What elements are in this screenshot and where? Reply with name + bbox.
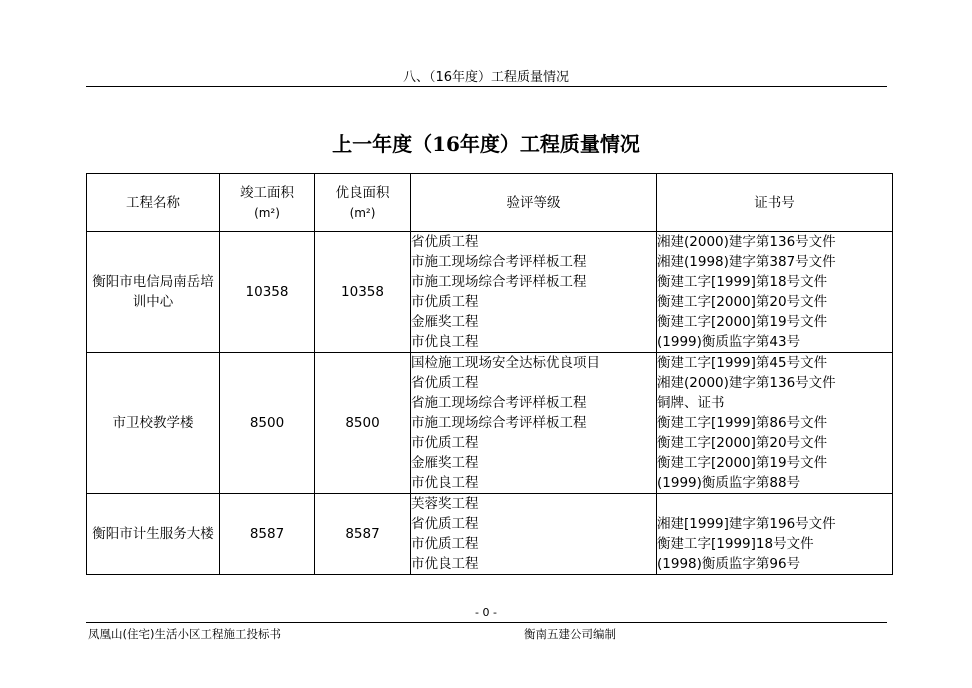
certificate-item: 湘建[1999]建字第196号文件	[657, 516, 836, 532]
table-body	[87, 232, 893, 575]
certificate-item: (1998)衡质监字第96号	[657, 556, 801, 572]
certificate-item: 湘建(1998)建字第387号文件	[657, 254, 836, 270]
col-header-completed-area: 竣工面积 (m²)	[220, 174, 315, 232]
certificate-item: (1999)衡质监字第43号	[657, 334, 801, 350]
grade-item: 国检施工现场安全达标优良项目	[411, 355, 600, 371]
grade-list-cell	[411, 494, 657, 575]
certificate-item	[657, 494, 892, 514]
certificate-item: 衡建工字[1999]18号文件	[657, 536, 814, 552]
certificate-item: 衡建工字[2000]第19号文件	[657, 314, 828, 330]
page-header: 八、（16年度）工程质量情况	[402, 70, 570, 85]
certificate-item: 湘建(2000)建字第136号文件	[657, 375, 836, 391]
grade-item: 省优质工程	[411, 375, 479, 391]
document-title: 上一年度（16年度）工程质量情况	[332, 132, 640, 156]
grade-item: 省施工现场综合考评样板工程	[411, 395, 587, 411]
certificate-item: 衡建工字[2000]第20号文件	[657, 435, 828, 451]
footer-company: 衡南五建公司编制	[524, 627, 616, 641]
grade-item: 金雁奖工程	[411, 314, 479, 330]
header-divider	[86, 86, 887, 87]
certificate-item: 衡建工字[2000]第20号文件	[657, 294, 828, 310]
quality-table	[86, 173, 893, 575]
certificate-list-cell	[657, 494, 893, 575]
project-name-cell: 市卫校教学楼	[87, 353, 220, 494]
excellent-area-cell: 8587	[315, 494, 411, 575]
completed-area-cell: 8500	[220, 353, 315, 494]
footer-project-name: 凤凰山(住宅)生活小区工程施工投标书	[88, 627, 281, 641]
grade-item: 金雁奖工程	[411, 455, 479, 471]
grade-item: 市施工现场综合考评样板工程	[411, 254, 587, 270]
grade-item: 市优质工程	[411, 435, 479, 451]
table-row	[87, 232, 893, 353]
completed-area-cell: 10358	[220, 232, 315, 353]
page-number: - 0 -	[475, 606, 497, 619]
grade-item: 市优质工程	[411, 294, 479, 310]
certificate-item: 衡建工字[1999]第86号文件	[657, 415, 828, 431]
unit-label: (m²)	[349, 205, 376, 220]
grade-item: 市优良工程	[411, 556, 479, 572]
certificate-item: 衡建工字[1999]第45号文件	[657, 355, 828, 371]
excellent-area-cell: 8500	[315, 353, 411, 494]
col-header-certificate: 证书号	[657, 174, 893, 232]
col-header-grade: 验评等级	[411, 174, 657, 232]
project-name-cell: 衡阳市计生服务大楼	[87, 494, 220, 575]
certificate-list-cell	[657, 232, 893, 353]
certificate-item: 衡建工字[1999]第18号文件	[657, 274, 828, 290]
grade-item: 市优良工程	[411, 334, 479, 350]
grade-item: 芙蓉奖工程	[411, 496, 479, 512]
certificate-item: 铜牌、证书	[657, 395, 725, 411]
table-header-row	[87, 174, 893, 232]
footer-divider	[86, 622, 887, 623]
certificate-item: 湘建(2000)建字第136号文件	[657, 234, 836, 250]
excellent-area-cell: 10358	[315, 232, 411, 353]
grade-item: 市优质工程	[411, 536, 479, 552]
certificate-item: 衡建工字[2000]第19号文件	[657, 455, 828, 471]
certificate-list-cell	[657, 353, 893, 494]
grade-list-cell	[411, 232, 657, 353]
grade-item: 省优质工程	[411, 234, 479, 250]
grade-item: 市施工现场综合考评样板工程	[411, 415, 587, 431]
certificate-item: (1999)衡质监字第88号	[657, 475, 801, 491]
col-header-excellent-area: 优良面积 (m²)	[315, 174, 411, 232]
grade-item: 省优质工程	[411, 516, 479, 532]
grade-item: 市施工现场综合考评样板工程	[411, 274, 587, 290]
grade-item: 市优良工程	[411, 475, 479, 491]
col-header-name: 工程名称	[87, 174, 220, 232]
grade-list-cell	[411, 353, 657, 494]
project-name-cell: 衡阳市电信局南岳培训中心	[87, 232, 220, 353]
table-row	[87, 494, 893, 575]
table-row	[87, 353, 893, 494]
completed-area-cell: 8587	[220, 494, 315, 575]
unit-label: (m²)	[254, 205, 280, 220]
